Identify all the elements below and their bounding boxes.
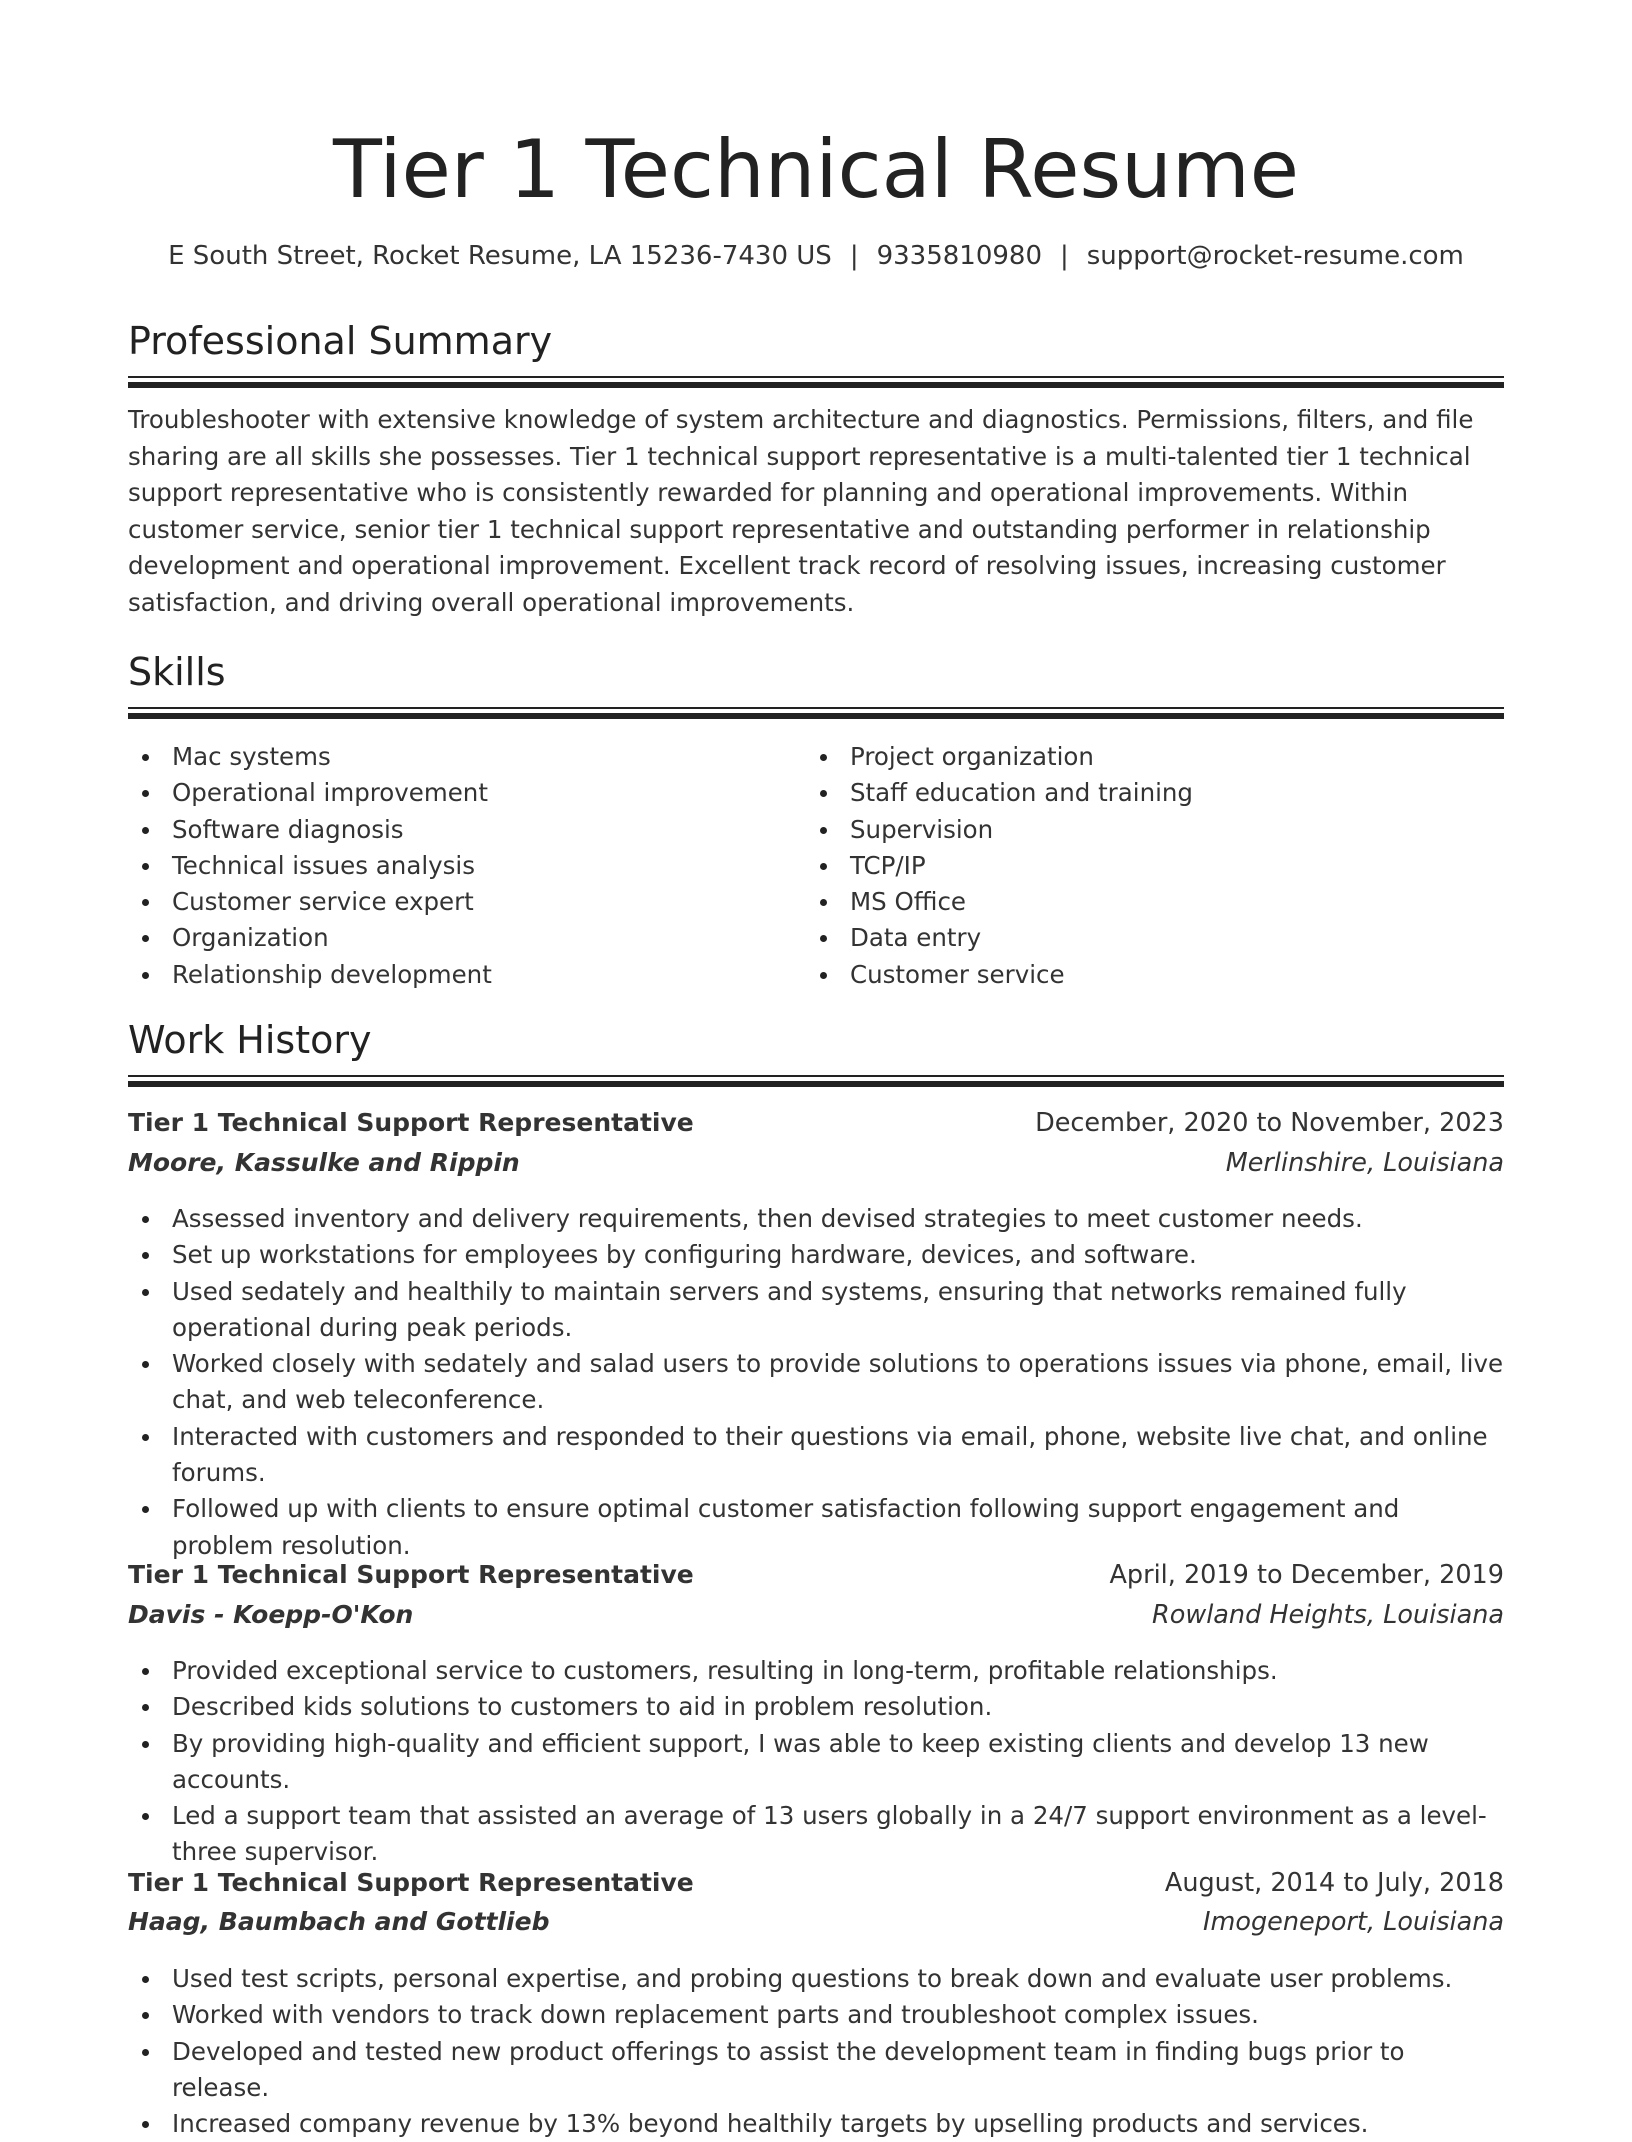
- job-bullet: Led a support team that assisted an average of 13 users globally in a 24/7 support environment as a level-three supervisor.: [128, 1798, 1504, 1871]
- skill-item: MS Office: [806, 884, 1446, 920]
- summary-heading: Professional Summary: [128, 319, 553, 363]
- job-bullets: [128, 1961, 1504, 2142]
- job-header: [128, 1108, 1504, 1148]
- contact-email: support@rocket-resume.com: [1086, 241, 1464, 271]
- skill-item: Customer service expert: [128, 884, 768, 920]
- job-title: Tier 1 Technical Support Representative: [128, 1560, 694, 1589]
- job-bullet: Set up workstations for employees by configuring hardware, devices, and software.: [128, 1237, 1504, 1273]
- contact-separator: |: [1060, 241, 1069, 271]
- resume-title: Tier 1 Technical Resume: [332, 123, 1299, 216]
- job-location: Merlinshire, Louisiana: [1225, 1148, 1504, 1178]
- job-company: Moore, Kassulke and Rippin: [128, 1148, 520, 1177]
- job-bullet: Assessed inventory and delivery requirements, then devised strategies to meet customer needs.: [128, 1201, 1504, 1237]
- job-subheader: [128, 1600, 1504, 1640]
- skill-item: Project organization: [806, 739, 1446, 775]
- job-header: [128, 1560, 1504, 1600]
- job-location: Rowland Heights, Louisiana: [1152, 1600, 1504, 1630]
- skill-item: TCP/IP: [806, 848, 1446, 884]
- job-company: Haag, Baumbach and Gottlieb: [128, 1907, 550, 1936]
- skill-item: Mac systems: [128, 739, 768, 775]
- job-bullet: Worked with vendors to track down replacement parts and troubleshoot complex issues.: [128, 1997, 1504, 2033]
- job-company: Davis - Koepp-O'Kon: [128, 1600, 414, 1629]
- job-bullet: By providing high-quality and efficient support, I was able to keep existing clients and develop 13 new accounts.: [128, 1726, 1504, 1799]
- job-location: Imogeneport, Louisiana: [1202, 1907, 1504, 1937]
- job-subheader: [128, 1907, 1504, 1947]
- skill-item: Software diagnosis: [128, 812, 768, 848]
- contact-phone: 9335810980: [876, 241, 1042, 271]
- section-divider: [128, 382, 1504, 388]
- job-bullet: Followed up with clients to ensure optimal customer satisfaction following support engagement and problem resolution.: [128, 1491, 1504, 1564]
- job-bullet: Worked closely with sedately and salad users to provide solutions to operations issues via phone, email, live chat, and web teleconference.: [128, 1346, 1504, 1419]
- job-subheader: [128, 1148, 1504, 1188]
- job-bullet: Interacted with customers and responded to their questions via email, phone, website live chat, and online forums.: [128, 1419, 1504, 1492]
- skills-list-left: [128, 739, 768, 993]
- job-bullet: Increased company revenue by 13% beyond healthily targets by upselling products and services.: [128, 2106, 1504, 2142]
- contact-line: [0, 238, 1632, 274]
- section-divider: [128, 707, 1504, 709]
- job-bullets: [128, 1653, 1504, 1871]
- job-title: Tier 1 Technical Support Representative: [128, 1108, 694, 1137]
- section-divider: [128, 376, 1504, 378]
- job-dates: April, 2019 to December, 2019: [1109, 1560, 1504, 1590]
- job-title: Tier 1 Technical Support Representative: [128, 1868, 694, 1897]
- job-bullets: [128, 1201, 1504, 1564]
- job-bullet: Described kids solutions to customers to aid in problem resolution.: [128, 1689, 1504, 1725]
- work-heading: Work History: [128, 1018, 372, 1062]
- skill-item: Data entry: [806, 920, 1446, 956]
- skill-item: Customer service: [806, 957, 1446, 993]
- summary-section-header: [128, 316, 1504, 366]
- skill-item: Staff education and training: [806, 775, 1446, 811]
- skill-item: Operational improvement: [128, 775, 768, 811]
- skill-item: Organization: [128, 920, 768, 956]
- job-bullet: Used test scripts, personal expertise, and probing questions to break down and evaluate user problems.: [128, 1961, 1504, 1997]
- skill-item: Relationship development: [128, 957, 768, 993]
- skills-heading: Skills: [128, 650, 226, 694]
- work-section-header: [128, 1015, 1504, 1065]
- job-header: [128, 1868, 1504, 1908]
- job-dates: December, 2020 to November, 2023: [1035, 1108, 1504, 1138]
- job-bullet: Developed and tested new product offerings to assist the development team in finding bugs prior to release.: [128, 2034, 1504, 2107]
- job-dates: August, 2014 to July, 2018: [1164, 1868, 1504, 1898]
- skill-item: Supervision: [806, 812, 1446, 848]
- skills-list-right: [806, 739, 1446, 993]
- summary-text: Troubleshooter with extensive knowledge of system architecture and diagnostics. Permissions, filters, and file sharing are all skills she possesses. Tier 1 technical support representative is a multi-talented tier 1 technical support representative who is consistently rewarded for planning and operational improvements. Within customer service, senior tier 1 technical support representative and outstanding performer in relationship development and operational improvement. Excellent track record of resolving issues, increasing customer satisfaction, and driving overall operational improvements.: [128, 405, 1474, 617]
- contact-separator: |: [849, 241, 859, 271]
- job-bullet: Provided exceptional service to customers, resulting in long-term, profitable relationships.: [128, 1653, 1504, 1689]
- section-divider: [128, 1075, 1504, 1077]
- skills-section-header: [128, 647, 1504, 697]
- skill-item: Technical issues analysis: [128, 848, 768, 884]
- section-divider: [128, 1081, 1504, 1087]
- section-divider: [128, 713, 1504, 719]
- contact-address: E South Street, Rocket Resume, LA 15236-7430 US: [168, 241, 832, 271]
- job-bullet: Used sedately and healthily to maintain servers and systems, ensuring that networks remained fully operational during peak periods.: [128, 1274, 1504, 1347]
